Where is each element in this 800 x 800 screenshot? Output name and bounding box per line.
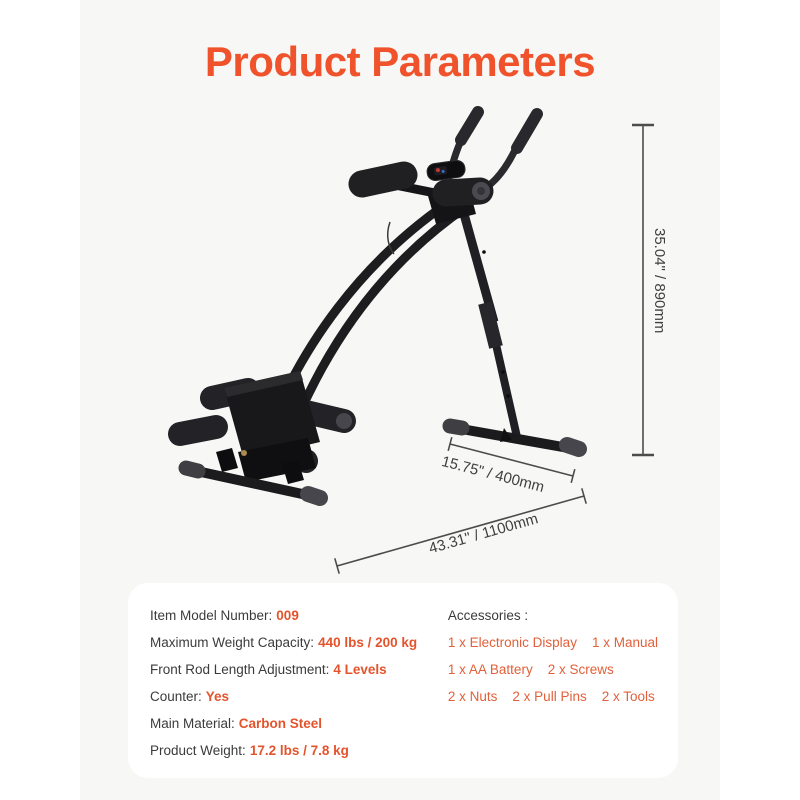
accessories-row <box>448 662 658 677</box>
spec-row-counter <box>150 689 448 704</box>
spec-value: Carbon Steel <box>238 716 323 731</box>
pad-end-cap-inner <box>477 187 485 195</box>
accessories-title: Accessories : <box>447 608 529 623</box>
accessory-item: 2 x Pull Pins <box>512 689 587 704</box>
display-console <box>426 159 466 181</box>
spec-label: Main Material: <box>150 716 235 731</box>
accessory-item: 1 x Manual <box>591 635 658 650</box>
roller-end-cap <box>336 413 352 429</box>
spec-value: 009 <box>276 608 299 623</box>
elbow-pads <box>362 175 480 196</box>
page-title: Product Parameters <box>204 38 596 85</box>
spec-label: Item Model Number: <box>150 608 273 623</box>
spec-label: Product Weight: <box>150 743 246 758</box>
height-dimension-label: 35.04" / 890mm <box>651 228 668 334</box>
length-dimension-label: 43.31" / 1100mm <box>427 510 540 558</box>
accessory-item: 1 x AA Battery <box>447 662 533 677</box>
spec-list <box>150 608 448 778</box>
spec-card <box>128 583 678 778</box>
spec-row-rod-adjustment <box>150 662 448 677</box>
brass-pin <box>241 450 247 456</box>
rear-leg <box>459 196 517 437</box>
accessories-row <box>448 635 658 650</box>
depth-dimension-label: 15.75" / 400mm <box>439 453 546 497</box>
accessory-item: 1 x Electronic Display <box>447 635 577 650</box>
accessories-list <box>448 608 658 778</box>
spec-label: Front Rod Length Adjustment: <box>150 662 330 677</box>
spec-row-material <box>150 716 448 731</box>
spec-row-model <box>150 608 448 623</box>
spec-value: 440 lbs / 200 kg <box>318 635 418 650</box>
spec-value: 4 Levels <box>333 662 387 677</box>
spec-row-product-weight <box>150 743 448 758</box>
spec-value: Yes <box>205 689 230 704</box>
accessory-item: 2 x Nuts <box>447 689 498 704</box>
spec-row-weight-capacity <box>150 635 448 650</box>
accessory-item: 2 x Screws <box>547 662 614 677</box>
spec-label: Maximum Weight Capacity: <box>150 635 315 650</box>
accessory-item: 2 x Tools <box>601 689 655 704</box>
spec-value: 17.2 lbs / 7.8 kg <box>249 743 349 758</box>
spec-label: Counter: <box>150 689 202 704</box>
accessories-row <box>448 689 658 704</box>
